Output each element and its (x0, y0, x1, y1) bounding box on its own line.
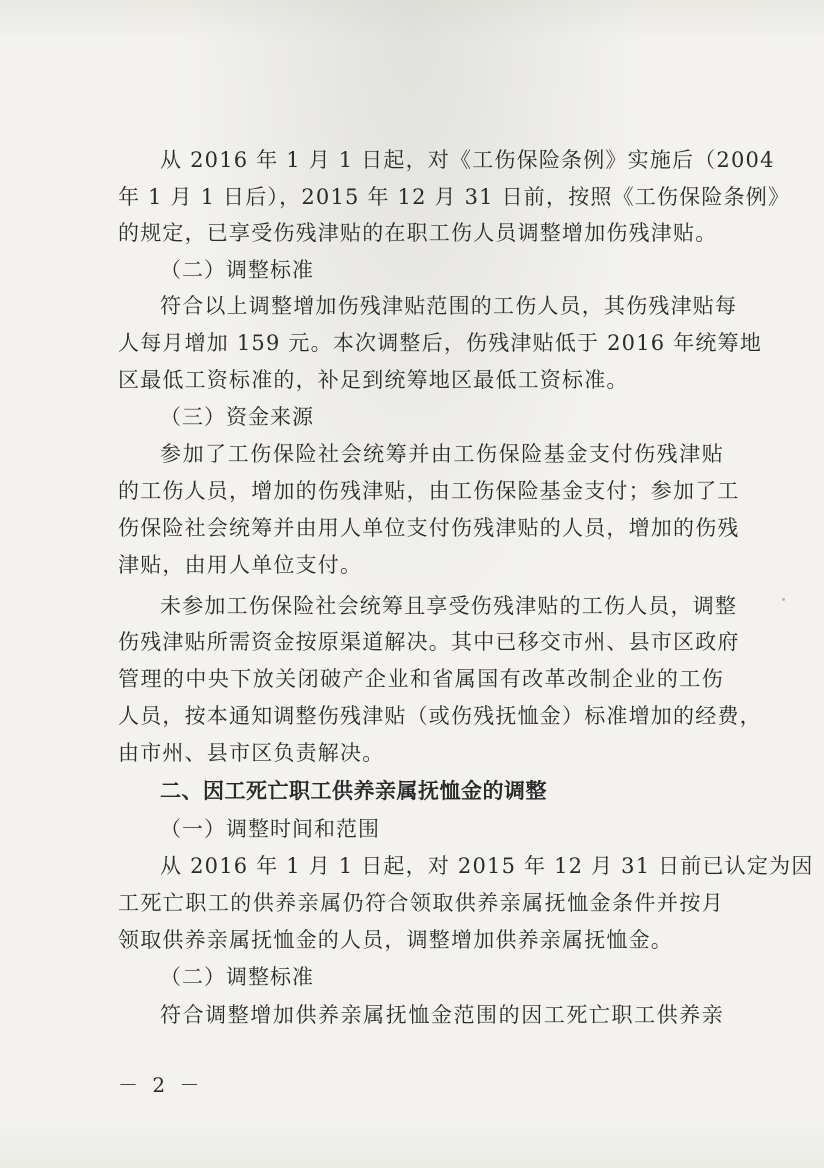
section-subheading: （一）调整时间和范围 (160, 817, 380, 841)
paragraph-line: 的规定，已享受伤残津贴的在职工伤人员调整增加伤残津贴。 (118, 221, 718, 245)
section-subheading: （二）调整标准 (160, 965, 314, 989)
paragraph-line: 人员，按本通知调整伤残津贴（或伤残抚恤金）标准增加的经费， (118, 704, 762, 728)
section-subheading: （三）资金来源 (160, 405, 314, 429)
paragraph-line: 从 2016 年 1 月 1 日起，对 2015 年 12 月 31 日前已认定为因 (160, 854, 814, 878)
section-heading: 二、因工死亡职工供养亲属抚恤金的调整 (160, 779, 547, 803)
paragraph-line: 区最低工资标准的，补足到统筹地区最低工资标准。 (118, 368, 629, 392)
paragraph-line: 津贴，由用人单位支付。 (118, 553, 363, 577)
paragraph-line: 人每月增加 159 元。本次调整后，伤残津贴低于 2016 年统筹地 (118, 331, 763, 355)
paragraph-line: 从 2016 年 1 月 1 日起，对《工伤保险条例》实施后（2004 (160, 148, 775, 172)
paragraph-line: 符合调整增加供养亲属抚恤金范围的因工死亡职工供养亲 (160, 1003, 724, 1027)
paragraph-line: 伤残津贴所需资金按原渠道解决。其中已移交市州、县市区政府 (118, 630, 740, 654)
paragraph-line: 参加了工伤保险社会统筹并由工伤保险基金支付伤残津贴 (160, 442, 724, 466)
paragraph-line: 由市州、县市区负责解决。 (118, 741, 385, 765)
paragraph-line: 管理的中央下放关闭破产企业和省属国有改革改制企业的工伤 (118, 667, 724, 691)
paragraph-line: 符合以上调整增加伤残津贴范围的工伤人员，其伤残津贴每 (160, 294, 738, 318)
scan-speck (782, 598, 785, 601)
paragraph-line: 的工伤人员，增加的伤残津贴，由工伤保险基金支付；参加了工 (118, 479, 740, 503)
paragraph-line: 领取供养亲属抚恤金的人员，调整增加供养亲属抚恤金。 (118, 928, 673, 952)
paragraph-line: 年 1 月 1 日后），2015 年 12 月 31 日前，按照《工伤保险条例》 (118, 185, 791, 209)
paragraph-line: 工死亡职工的供养亲属仍符合领取供养亲属抚恤金条件并按月 (118, 891, 724, 915)
section-subheading: （二）调整标准 (160, 258, 314, 282)
paragraph-line: 伤保险社会统筹并由用人单位支付伤残津贴的人员，增加的伤残 (118, 516, 740, 540)
page-number: － 2 － (118, 1073, 204, 1097)
paragraph-line: 未参加工伤保险社会统筹且享受伤残津贴的工伤人员，调整 (160, 594, 738, 618)
